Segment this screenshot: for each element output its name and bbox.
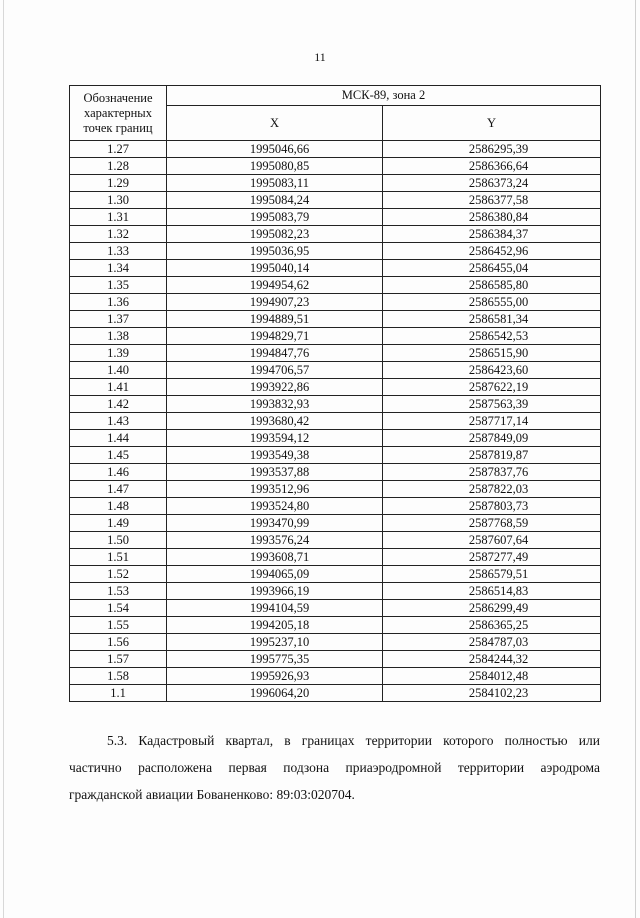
point-id-cell: 1.48 bbox=[70, 498, 167, 515]
x-coordinate-cell: 1995036,95 bbox=[167, 243, 383, 260]
x-coordinate-cell: 1995083,79 bbox=[167, 209, 383, 226]
table-row bbox=[70, 549, 601, 566]
x-coordinate-cell: 1995040,14 bbox=[167, 260, 383, 277]
point-id-cell: 1.55 bbox=[70, 617, 167, 634]
table-row bbox=[70, 362, 601, 379]
table-row bbox=[70, 583, 601, 600]
point-id-cell: 1.42 bbox=[70, 396, 167, 413]
point-id-cell: 1.36 bbox=[70, 294, 167, 311]
table-row bbox=[70, 566, 601, 583]
table-row bbox=[70, 192, 601, 209]
y-coordinate-cell: 2587822,03 bbox=[383, 481, 601, 498]
table-row bbox=[70, 175, 601, 192]
y-coordinate-cell: 2586377,58 bbox=[383, 192, 601, 209]
table-row bbox=[70, 634, 601, 651]
y-coordinate-cell: 2586455,04 bbox=[383, 260, 601, 277]
table-row bbox=[70, 430, 601, 447]
header-point-designation: Обозначение характерных точек границ bbox=[70, 86, 167, 141]
x-coordinate-cell: 1995080,85 bbox=[167, 158, 383, 175]
table-row bbox=[70, 277, 601, 294]
table-row bbox=[70, 447, 601, 464]
point-id-cell: 1.31 bbox=[70, 209, 167, 226]
table-row bbox=[70, 328, 601, 345]
y-coordinate-cell: 2587837,76 bbox=[383, 464, 601, 481]
table-row bbox=[70, 294, 601, 311]
x-coordinate-cell: 1995926,93 bbox=[167, 668, 383, 685]
point-id-cell: 1.50 bbox=[70, 532, 167, 549]
y-coordinate-cell: 2586555,00 bbox=[383, 294, 601, 311]
point-id-cell: 1.46 bbox=[70, 464, 167, 481]
x-coordinate-cell: 1995083,11 bbox=[167, 175, 383, 192]
table-row bbox=[70, 668, 601, 685]
point-id-cell: 1.39 bbox=[70, 345, 167, 362]
y-coordinate-cell: 2586380,84 bbox=[383, 209, 601, 226]
point-id-cell: 1.52 bbox=[70, 566, 167, 583]
paragraph-line-3: гражданской авиации Бованенково: 89:03:020704. bbox=[69, 787, 355, 802]
table-row bbox=[70, 617, 601, 634]
y-coordinate-cell: 2586514,83 bbox=[383, 583, 601, 600]
point-id-cell: 1.37 bbox=[70, 311, 167, 328]
table-row bbox=[70, 311, 601, 328]
x-coordinate-cell: 1995082,23 bbox=[167, 226, 383, 243]
y-coordinate-cell: 2586579,51 bbox=[383, 566, 601, 583]
y-coordinate-cell: 2586295,39 bbox=[383, 141, 601, 158]
table-row bbox=[70, 396, 601, 413]
table-row bbox=[70, 260, 601, 277]
x-coordinate-cell: 1994889,51 bbox=[167, 311, 383, 328]
y-coordinate-cell: 2586452,96 bbox=[383, 243, 601, 260]
scan-edge-right bbox=[635, 0, 636, 918]
point-id-cell: 1.43 bbox=[70, 413, 167, 430]
y-coordinate-cell: 2584244,32 bbox=[383, 651, 601, 668]
header-coordinate-system: МСК-89, зона 2 bbox=[167, 86, 601, 106]
y-coordinate-cell: 2587277,49 bbox=[383, 549, 601, 566]
page-number: 11 bbox=[314, 50, 326, 64]
y-coordinate-cell: 2587622,19 bbox=[383, 379, 601, 396]
table-row bbox=[70, 226, 601, 243]
y-coordinate-cell: 2587563,39 bbox=[383, 396, 601, 413]
point-id-cell: 1.29 bbox=[70, 175, 167, 192]
header-y: Y bbox=[383, 106, 601, 141]
table-row bbox=[70, 464, 601, 481]
y-coordinate-cell: 2587607,64 bbox=[383, 532, 601, 549]
point-id-cell: 1.30 bbox=[70, 192, 167, 209]
point-id-cell: 1.47 bbox=[70, 481, 167, 498]
point-id-cell: 1.34 bbox=[70, 260, 167, 277]
table-row bbox=[70, 651, 601, 668]
point-id-cell: 1.33 bbox=[70, 243, 167, 260]
y-coordinate-cell: 2587717,14 bbox=[383, 413, 601, 430]
x-coordinate-cell: 1994065,09 bbox=[167, 566, 383, 583]
y-coordinate-cell: 2586585,80 bbox=[383, 277, 601, 294]
table-body bbox=[70, 141, 601, 702]
point-id-cell: 1.28 bbox=[70, 158, 167, 175]
table-row bbox=[70, 515, 601, 532]
table-row bbox=[70, 345, 601, 362]
cadastral-paragraph bbox=[69, 727, 600, 808]
table-row bbox=[70, 532, 601, 549]
x-coordinate-cell: 1995775,35 bbox=[167, 651, 383, 668]
table-row bbox=[70, 413, 601, 430]
table-row bbox=[70, 141, 601, 158]
x-coordinate-cell: 1994829,71 bbox=[167, 328, 383, 345]
x-coordinate-cell: 1994954,62 bbox=[167, 277, 383, 294]
x-coordinate-cell: 1993832,93 bbox=[167, 396, 383, 413]
x-coordinate-cell: 1996064,20 bbox=[167, 685, 383, 702]
x-coordinate-cell: 1993680,42 bbox=[167, 413, 383, 430]
x-coordinate-cell: 1993549,38 bbox=[167, 447, 383, 464]
paragraph-line-2: частично расположена первая подзона приаэродромной территории аэродрома bbox=[69, 760, 600, 775]
table-row bbox=[70, 600, 601, 617]
point-id-cell: 1.57 bbox=[70, 651, 167, 668]
y-coordinate-cell: 2586581,34 bbox=[383, 311, 601, 328]
point-id-cell: 1.1 bbox=[70, 685, 167, 702]
y-coordinate-cell: 2586366,64 bbox=[383, 158, 601, 175]
point-id-cell: 1.40 bbox=[70, 362, 167, 379]
y-coordinate-cell: 2586373,24 bbox=[383, 175, 601, 192]
paragraph-line-1: 5.3. Кадастровый квартал, в границах территории которого полностью или bbox=[107, 733, 600, 748]
point-id-cell: 1.44 bbox=[70, 430, 167, 447]
x-coordinate-cell: 1993512,96 bbox=[167, 481, 383, 498]
table-row bbox=[70, 158, 601, 175]
y-coordinate-cell: 2587819,87 bbox=[383, 447, 601, 464]
x-coordinate-cell: 1995046,66 bbox=[167, 141, 383, 158]
table-row bbox=[70, 685, 601, 702]
y-coordinate-cell: 2586515,90 bbox=[383, 345, 601, 362]
table-row bbox=[70, 498, 601, 515]
y-coordinate-cell: 2586299,49 bbox=[383, 600, 601, 617]
x-coordinate-cell: 1993576,24 bbox=[167, 532, 383, 549]
x-coordinate-cell: 1995237,10 bbox=[167, 634, 383, 651]
y-coordinate-cell: 2584102,23 bbox=[383, 685, 601, 702]
y-coordinate-cell: 2586423,60 bbox=[383, 362, 601, 379]
y-coordinate-cell: 2584787,03 bbox=[383, 634, 601, 651]
x-coordinate-cell: 1994706,57 bbox=[167, 362, 383, 379]
y-coordinate-cell: 2586365,25 bbox=[383, 617, 601, 634]
point-id-cell: 1.38 bbox=[70, 328, 167, 345]
y-coordinate-cell: 2587849,09 bbox=[383, 430, 601, 447]
table-row bbox=[70, 243, 601, 260]
y-coordinate-cell: 2586542,53 bbox=[383, 328, 601, 345]
point-id-cell: 1.53 bbox=[70, 583, 167, 600]
header-x: X bbox=[167, 106, 383, 141]
point-id-cell: 1.27 bbox=[70, 141, 167, 158]
point-id-cell: 1.54 bbox=[70, 600, 167, 617]
point-id-cell: 1.51 bbox=[70, 549, 167, 566]
x-coordinate-cell: 1993537,88 bbox=[167, 464, 383, 481]
y-coordinate-cell: 2586384,37 bbox=[383, 226, 601, 243]
y-coordinate-cell: 2584012,48 bbox=[383, 668, 601, 685]
x-coordinate-cell: 1993922,86 bbox=[167, 379, 383, 396]
point-id-cell: 1.32 bbox=[70, 226, 167, 243]
x-coordinate-cell: 1993608,71 bbox=[167, 549, 383, 566]
x-coordinate-cell: 1993594,12 bbox=[167, 430, 383, 447]
point-id-cell: 1.41 bbox=[70, 379, 167, 396]
point-id-cell: 1.58 bbox=[70, 668, 167, 685]
point-id-cell: 1.49 bbox=[70, 515, 167, 532]
y-coordinate-cell: 2587768,59 bbox=[383, 515, 601, 532]
point-id-cell: 1.45 bbox=[70, 447, 167, 464]
x-coordinate-cell: 1994205,18 bbox=[167, 617, 383, 634]
table-row bbox=[70, 379, 601, 396]
y-coordinate-cell: 2587803,73 bbox=[383, 498, 601, 515]
coordinates-table bbox=[69, 85, 601, 702]
x-coordinate-cell: 1994104,59 bbox=[167, 600, 383, 617]
point-id-cell: 1.35 bbox=[70, 277, 167, 294]
x-coordinate-cell: 1994847,76 bbox=[167, 345, 383, 362]
scan-edge-left bbox=[3, 0, 4, 918]
x-coordinate-cell: 1995084,24 bbox=[167, 192, 383, 209]
x-coordinate-cell: 1994907,23 bbox=[167, 294, 383, 311]
x-coordinate-cell: 1993966,19 bbox=[167, 583, 383, 600]
x-coordinate-cell: 1993470,99 bbox=[167, 515, 383, 532]
x-coordinate-cell: 1993524,80 bbox=[167, 498, 383, 515]
table-row bbox=[70, 481, 601, 498]
table-row bbox=[70, 209, 601, 226]
point-id-cell: 1.56 bbox=[70, 634, 167, 651]
